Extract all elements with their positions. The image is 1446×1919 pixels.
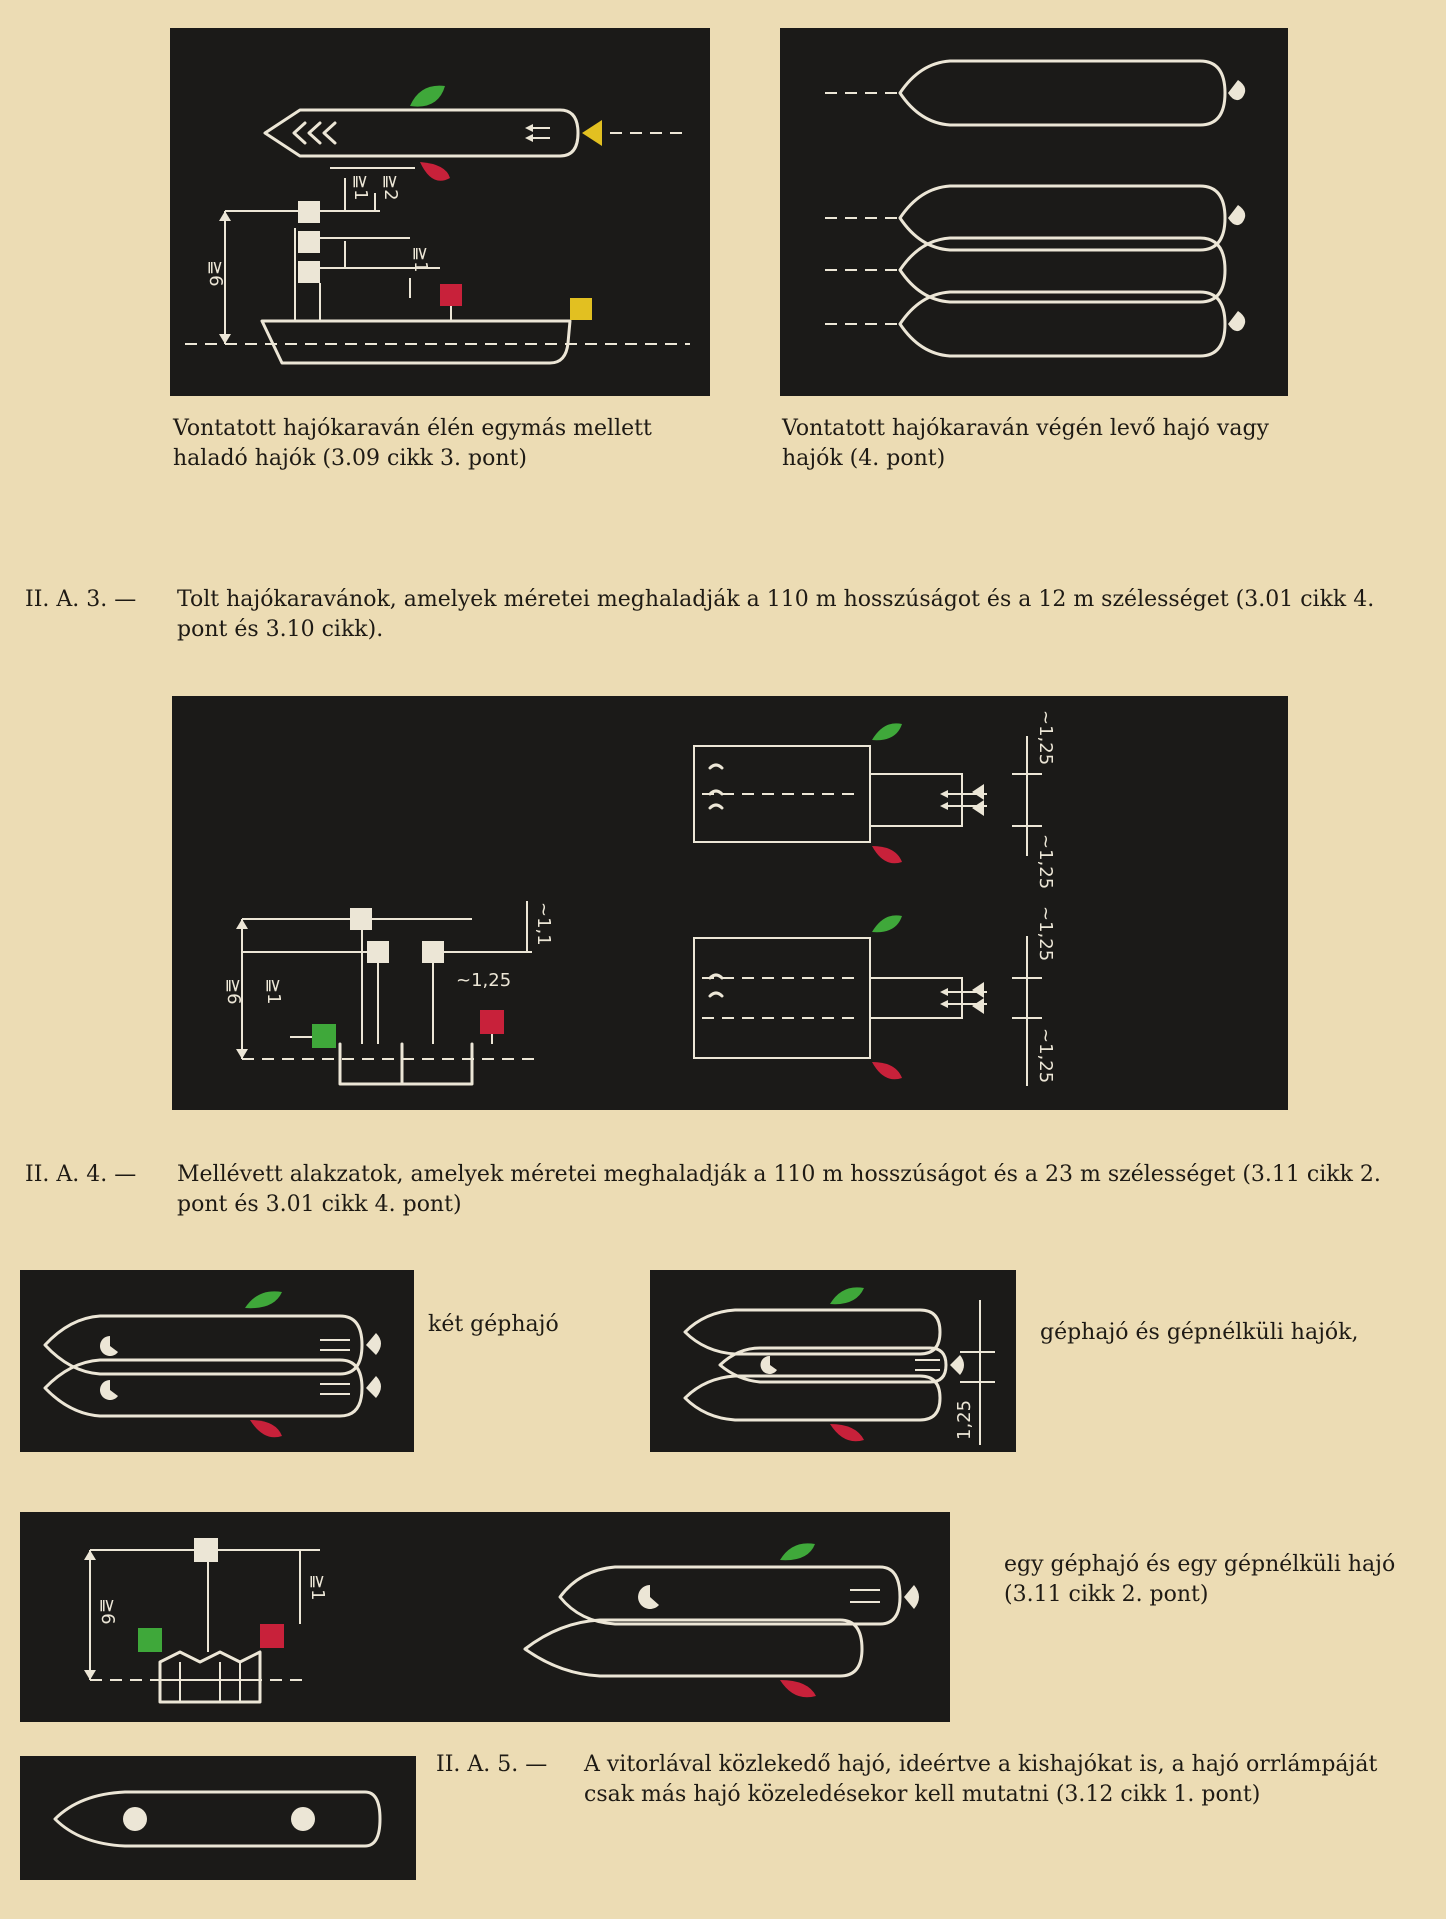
caption-towed-convoy-head: Vontatott hajókaraván élén egymás mellett haladó hajók (3.09 cikk 3. pont): [173, 416, 652, 471]
panel-two-motor-ships: [20, 1270, 414, 1452]
dim-label: ≧6: [97, 1598, 118, 1625]
dim-label: ~1,25: [1035, 710, 1056, 766]
panel-sailing-vessel: [20, 1756, 416, 1880]
yellow-light-icon: [570, 298, 592, 320]
dim-label: ≧1: [410, 246, 431, 273]
panel-pushed-convoy: [172, 696, 1288, 1110]
red-sidelight-icon: [420, 162, 450, 181]
heading-a4: [25, 1160, 1420, 1220]
towed-convoy-head-diagram: [170, 28, 710, 396]
light-icon: [291, 1807, 315, 1831]
one-motor-one-barge-diagram: [20, 1512, 950, 1722]
dim-label: ~1,25: [1035, 834, 1056, 890]
dim-label: ~1,25: [1035, 906, 1056, 962]
heading-a4-label: II. A. 4. —: [25, 1162, 137, 1187]
heading-a5-label: II. A. 5. —: [436, 1752, 548, 1777]
dim-label: ≧2: [380, 174, 401, 201]
dim-label: ≧6: [205, 260, 226, 287]
dim-label: ~1,25: [456, 970, 512, 991]
heading-a4-text: Mellévett alakzatok, amelyek méretei meghaladják a 110 m hosszúságot és a 23 m szélességet (3.11 cikk 2. pont és 3.01 cikk 4. pont): [177, 1162, 1381, 1217]
red-light-icon: [440, 284, 462, 306]
dim-label: ~1,25: [1035, 1028, 1056, 1084]
panel-towed-convoy-tail: [780, 28, 1288, 396]
heading-a5: [436, 1750, 1436, 1810]
sailing-vessel-diagram: [20, 1756, 416, 1880]
label-two-motor-ships: két géphajó: [428, 1312, 559, 1337]
panel-motor-and-barges: [650, 1270, 1016, 1452]
dim-label: ≧1: [307, 1574, 328, 1601]
dim-label: ≧1: [263, 978, 284, 1005]
towed-convoy-tail-diagram: [780, 28, 1288, 396]
yellow-sternlight-icon: [582, 120, 602, 146]
dim-label: ~1,1: [533, 902, 554, 946]
label-one-motor-one-barge: egy géphajó és egy gépnélküli hajó (3.11 cikk 2. pont): [1004, 1552, 1396, 1607]
heading-a5-text: A vitorlával közlekedő hajó, ideértve a kishajókat is, a hajó orrlámpáját csak más hajó közeledésekor kell mutatni (3.12 cikk 1. pont): [584, 1752, 1378, 1807]
dim-label: 1,25: [954, 1399, 975, 1440]
dim-label: ≧1: [350, 174, 371, 201]
heading-a3-text: Tolt hajókaravánok, amelyek méretei meghaladják a 110 m hosszúságot és a 12 m szélességet (3.01 cikk 4. pont és 3.10 cikk).: [177, 587, 1375, 642]
two-motor-ships-diagram: [20, 1270, 414, 1452]
heading-a3: [25, 585, 1420, 645]
dim-label: ≧6: [223, 978, 244, 1005]
caption-towed-convoy-tail: Vontatott hajókaraván végén levő hajó vagy hajók (4. pont): [782, 416, 1269, 471]
label-motor-and-barges: géphajó és gépnélküli hajók,: [1040, 1320, 1359, 1345]
green-sidelight-icon: [410, 86, 445, 107]
panel-towed-convoy-head: [170, 28, 710, 396]
light-icon: [123, 1807, 147, 1831]
motor-and-barges-diagram: [650, 1270, 1016, 1452]
heading-a3-label: II. A. 3. —: [25, 587, 137, 612]
pushed-convoy-diagram: [172, 696, 1288, 1110]
panel-one-motor-one-barge: [20, 1512, 950, 1722]
